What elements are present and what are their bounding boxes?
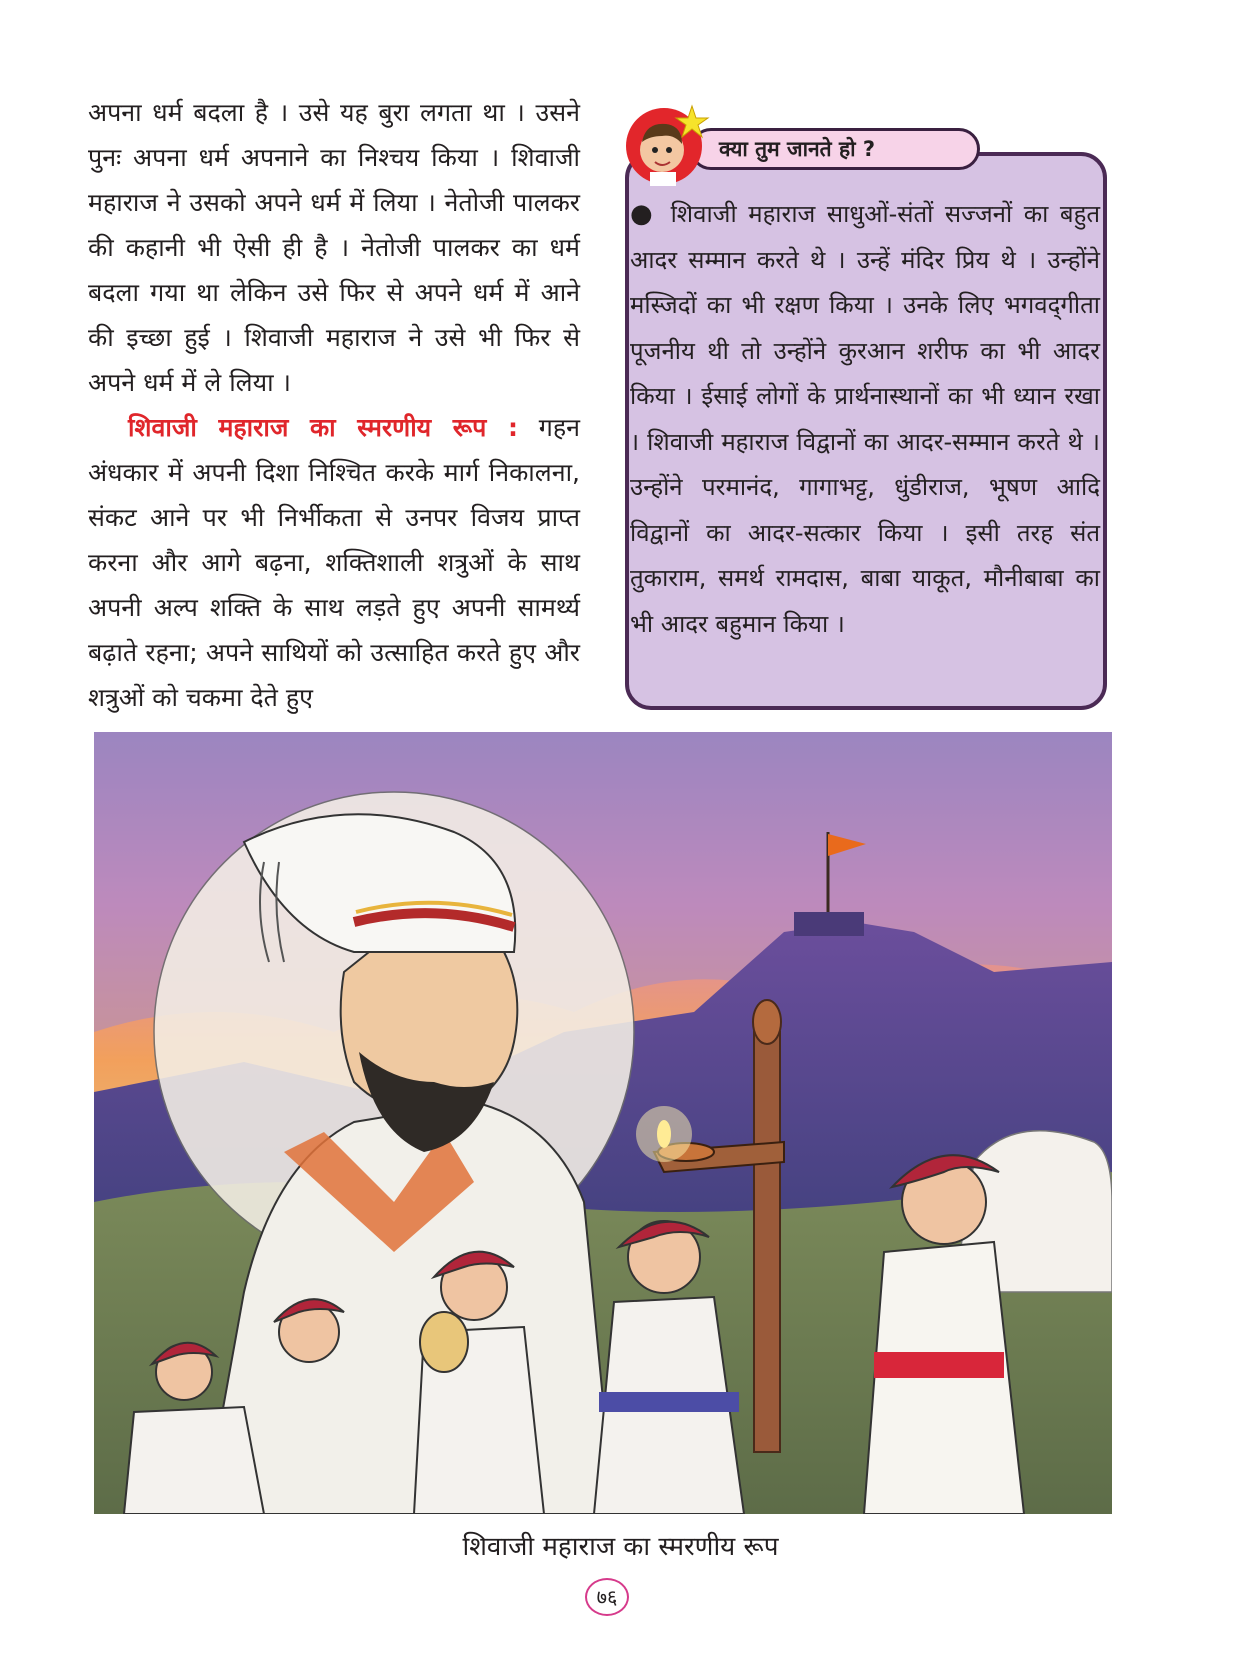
shivaji-illustration [94, 732, 1112, 1514]
lamp-pillar [754, 1032, 780, 1452]
paragraph-1: अपना धर्म बदला है । उसे यह बुरा लगता था । उसने पुनः अपना धर्म अपनाने का निश्चय किया । शिवाजी महाराज ने उसको अपने धर्म में लिया । नेतोजी पालकर की कहानी भी ऐसी ही है । नेतोजी पालकर का धर्म बदला गया था लेकिन उसे फिर से अपने धर्म में आने की इच्छा हुई । शिवाजी महाराज ने उसे भी फिर से अपने धर्म में ले लिया । [88, 98, 580, 397]
paragraph-2-text: गहन अंधकार में अपनी दिशा निश्चित करके मार्ग निकालना, संकट आने पर भी निर्भीकता से उनपर विजय प्राप्त करना और आगे बढ़ना, शक्तिशाली शत्रुओं के साथ अपनी अल्प शक्ति के साथ लड़ते हुए अपनी सामर्थ्य बढ़ाते रहना; अपने साथियों को उत्साहित करते हुए और शत्रुओं को चकमा देते हुए [88, 413, 581, 712]
info-box-text [630, 192, 1100, 647]
bullet-icon: ● [630, 199, 657, 229]
info-box-body: शिवाजी महाराज साधुओं-संतों सज्जनों का बहुत आदर सम्मान करते थे । उन्हें मंदिर प्रिय थे । उन्होंने मस्जिदों का भी रक्षण किया । उनके लिए भगवद्‌गीता पूजनीय थी तो उन्होंने कुरआन शरीफ का भी आदर किया । ईसाई लोगों के प्रार्थनास्थानों का भी ध्यान रखा । शिवाजी महाराज विद्वानों का आदर-सम्मान करते थे । उन्होंने परमानंद, गागाभट्ट, धुंडीराज, भूषण आदि विद्वानों का आदर-सत्कार किया । इसी तरह संत तुकाराम, समर्थ रामदास, बाबा याकूत, मौनीबाबा का भी आदर बहुमान किया । [630, 200, 1101, 638]
illustration-caption: शिवाजी महाराज का स्मरणीय रूप [462, 1532, 779, 1562]
page-number: ७६ [585, 1578, 629, 1616]
paragraph-2 [88, 405, 580, 720]
boy-mascot-icon [622, 100, 710, 188]
diya-flame-icon [636, 1106, 692, 1162]
section-heading: शिवाजी महाराज का स्मरणीय रूप : [128, 413, 518, 442]
left-column [88, 90, 580, 720]
info-badge: क्या तुम जानते हो ? [690, 128, 980, 170]
